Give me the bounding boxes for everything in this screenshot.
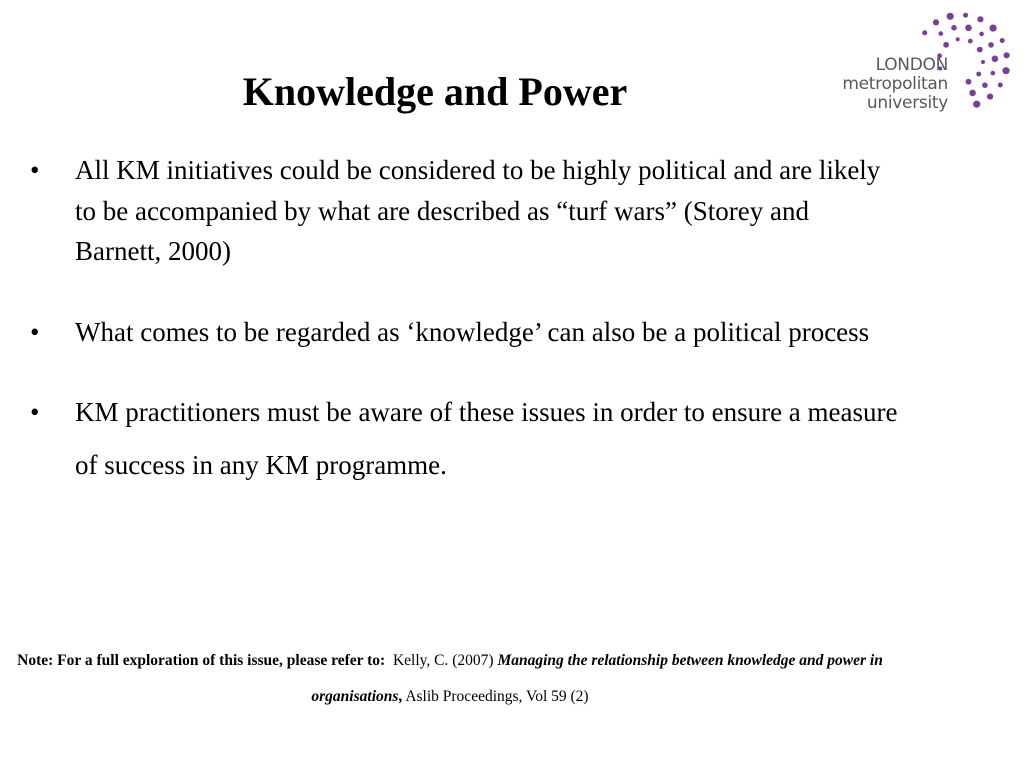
logo-dot <box>981 60 985 64</box>
bullet-item <box>30 386 900 492</box>
logo-dot <box>1004 52 1010 58</box>
bullet-text: What comes to be regarded as ‘knowledge’ can also be a political process <box>75 316 870 347</box>
logo-dot <box>987 94 993 100</box>
bullet-marker: • <box>30 397 40 427</box>
logo-dot <box>922 30 927 35</box>
logo-dot <box>990 25 997 32</box>
bullet-text: All KM initiatives could be considered to be highly political and are likely to be accompanied by what are described as “turf wars” (Storey and Barnett, 2000) <box>75 155 881 266</box>
bullet-list <box>30 150 900 492</box>
note-work-title: Managing the relationship between knowledge and power in organisations <box>311 652 883 705</box>
logo-dot <box>991 71 996 76</box>
logo-line-metropolitan: metropolitan <box>842 74 948 94</box>
note-lead: Note: For a full exploration of this issue, please refer to: <box>17 652 386 669</box>
university-logo <box>836 6 1016 118</box>
logo-dot <box>939 31 944 36</box>
logo-dot <box>982 82 988 88</box>
note-citation: Kelly, C. (2007) <box>392 652 494 669</box>
logo-dot <box>968 39 973 44</box>
logo-dot <box>969 90 976 97</box>
bullet-marker: • <box>30 316 40 347</box>
bullet-item <box>30 312 900 353</box>
logo-dot <box>973 101 980 108</box>
note-comma: , <box>398 688 403 705</box>
slide-title: Knowledge and Power <box>242 69 628 114</box>
bullet-text: KM practitioners must be aware of these issues in order to ensure a measure of success in any KM programme. <box>75 397 898 480</box>
logo-dot <box>1002 67 1009 74</box>
logo-line-london: LONDON <box>875 55 948 75</box>
logo-dot <box>998 83 1003 88</box>
logo-dot <box>977 47 983 53</box>
logo-dot <box>988 42 994 48</box>
bullet-marker: • <box>30 155 40 185</box>
reference-note <box>0 643 900 715</box>
logo-dot <box>977 16 983 22</box>
logo-dot <box>956 37 960 41</box>
logo-dot <box>947 13 954 20</box>
logo-dot <box>965 25 972 32</box>
bullet-item <box>30 150 900 272</box>
logo-dot <box>943 42 949 48</box>
logo-dot <box>979 32 984 37</box>
logo-dot <box>963 13 968 18</box>
logo-dot <box>951 25 957 31</box>
logo-dot <box>1000 38 1005 43</box>
logo-dot <box>976 72 981 77</box>
logo-dot <box>966 79 972 85</box>
logo-line-university: university <box>866 93 948 113</box>
note-source: Aslib Proceedings, Vol 59 (2) <box>405 688 589 705</box>
logo-wordmark <box>842 56 948 113</box>
logo-dot <box>992 56 999 63</box>
logo-dot <box>933 19 939 25</box>
